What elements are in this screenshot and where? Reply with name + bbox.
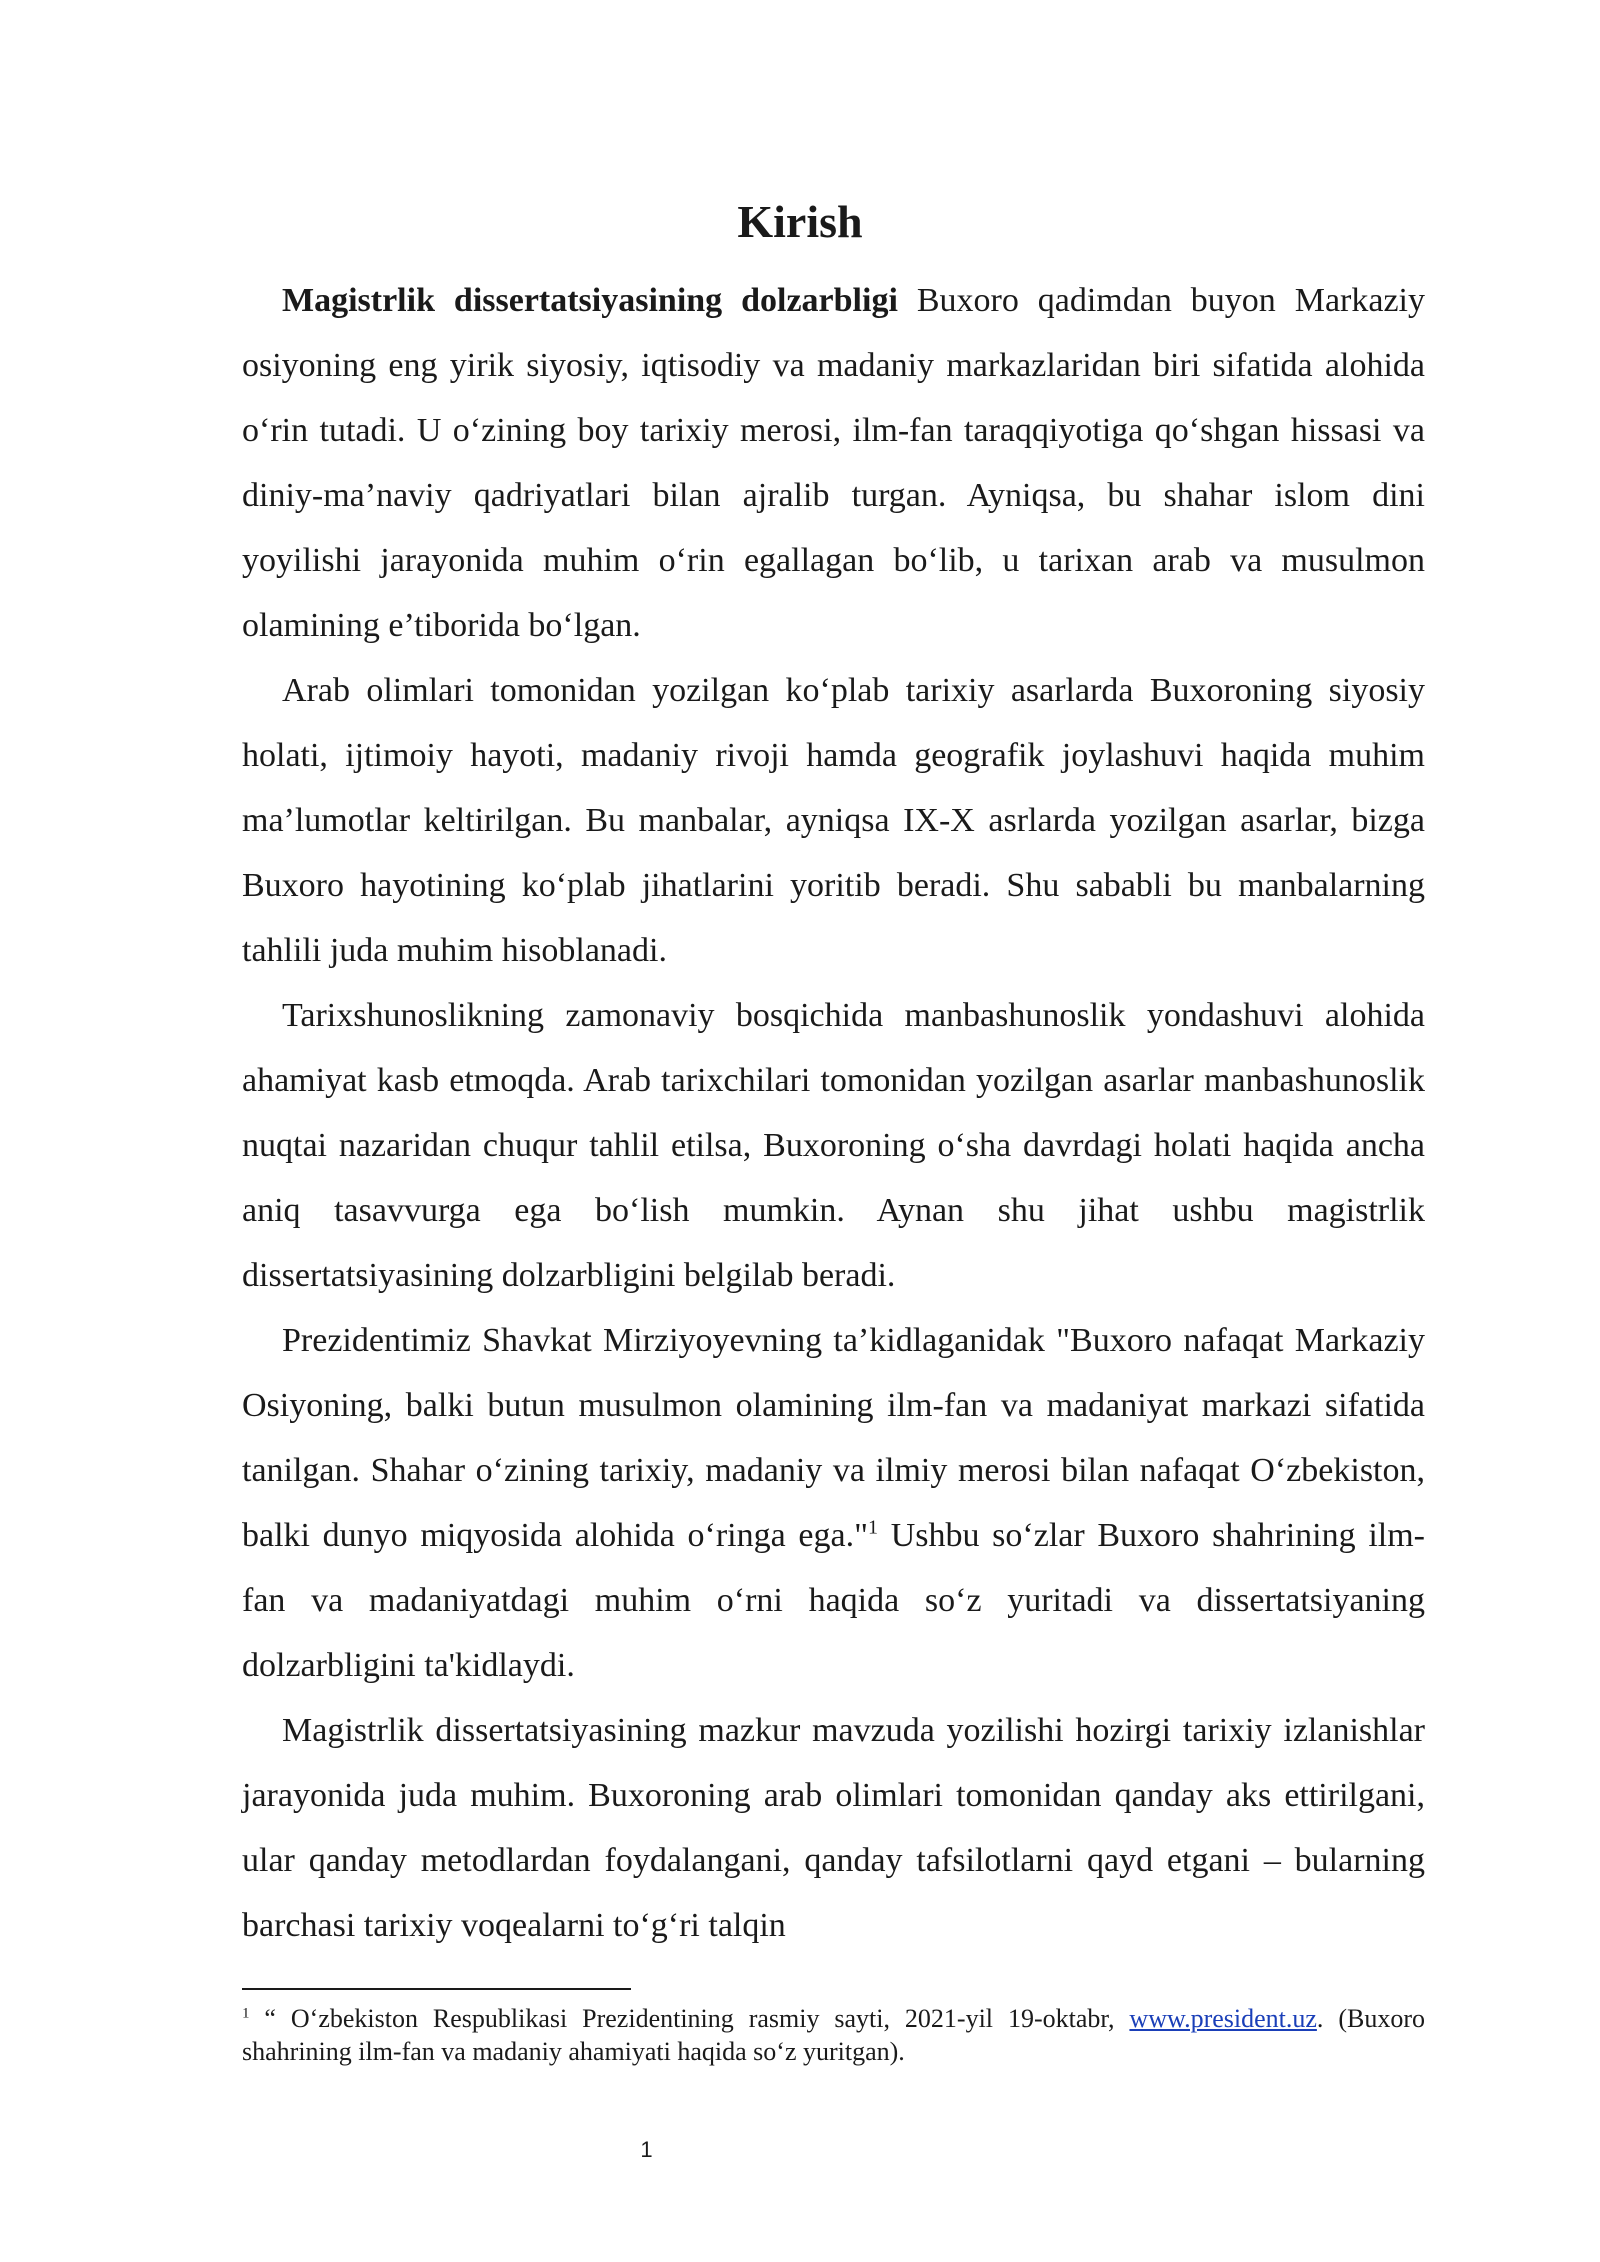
- footnote-marker: 1: [242, 2005, 250, 2022]
- paragraph-text: Buxoro qadimdan buyon Markaziy osiyoning eng yirik siyosiy, iqtisodiy va madaniy markazlaridan biri sifatida alohida o‘rin tutadi. U o‘zining boy tarixiy merosi, ilm-fan taraqqiyotiga qo‘shgan hissasi va diniy-ma’naviy qadriyatlari bilan ajralib turgan. Ayniqsa, bu shahar islom dini yoyilishi jarayonida muhim o‘rin egallagan bo‘lib, u tarixan arab va musulmon olamining e’tiborida bo‘lgan.: [242, 282, 1425, 644]
- footnote: [242, 2002, 1425, 2068]
- paragraph-text: Tarixshunoslikning zamonaviy bosqichida manbashunoslik yondashuvi alohida ahamiyat kasb etmoqda. Arab tarixchilari tomonidan yozilgan asarlar manbashunoslik nuqtai nazaridan chuqur tahlil etilsa, Buxoroning o‘sha davrdagi holati haqida ancha aniq tasavvurga ega bo‘lish mumkin. Aynan shu jihat ushbu magistrlik dissertatsiyasining dolzarbligini belgilab beradi.: [242, 997, 1425, 1294]
- footnote-text: “ O‘zbekiston Respublikasi Prezidentining rasmiy sayti, 2021-yil 19-oktabr,: [249, 2004, 1130, 2033]
- paragraph-importance: [242, 1698, 1425, 1958]
- paragraph-arab-scholars: [242, 658, 1425, 983]
- paragraph-text: Arab olimlari tomonidan yozilgan ko‘plab tarixiy asarlarda Buxoroning siyosiy holati, ijtimoiy hayoti, madaniy rivoji hamda geografik joylashuvi haqida muhim ma’lumotlar keltirilgan. Bu manbalar, ayniqsa IX-X asrlarda yozilgan asarlar, bizga Buxoro hayotining ko‘plab jihatlarini yoritib beradi. Shu sababli bu manbalarning tahlili juda muhim hisoblanadi.: [242, 672, 1425, 969]
- page-title: Kirish: [737, 196, 863, 247]
- page-number: 1: [640, 2137, 653, 2162]
- footnote-link[interactable]: www.president.uz: [1129, 2004, 1317, 2033]
- paragraph-historiography: [242, 983, 1425, 1308]
- paragraph-text: Magistrlik dissertatsiyasining mazkur mavzuda yozilishi hozirgi tarixiy izlanishlar jarayonida juda muhim. Buxoroning arab olimlari tomonidan qanday aks ettirilgani, ular qanday metodlardan foydalangani, qanday tafsilotlarni qayd etgani – bularning barchasi tarixiy voqealarni to‘g‘ri talqin: [242, 1712, 1425, 1944]
- paragraph-president-quote: [242, 1308, 1425, 1698]
- footnote-separator: [242, 1988, 631, 1990]
- footnote-reference[interactable]: 1: [867, 1516, 878, 1539]
- paragraph-text: Prezidentimiz Shavkat Mirziyoyevning ta’kidlaganidak "Buxoro nafaqat Markaziy Osiyoning, balki butun musulmon olamining ilm-fan va madaniyat markazi sifatida tanilgan. Shahar o‘zining tarixiy, madaniy va ilmiy merosi bilan nafaqat O‘zbekiston, balki dunyo miqyosida alohida o‘ringa ega.": [242, 1322, 1425, 1554]
- paragraph-lead-heading: Magistrlik dissertatsiyasining dolzarbligi: [282, 282, 898, 319]
- paragraph-text: Ushbu so‘zlar Buxoro shahrining ilm-fan va madaniyatdagi muhim o‘rni haqida so‘z yuritadi va dissertatsiyaning dolzarbligini ta'kidlaydi.: [242, 1517, 1425, 1684]
- body-text: [242, 268, 1425, 1958]
- footnote-text: . (Buxoro shahrining ilm-fan va madaniy ahamiyati haqida so‘z yuritgan).: [242, 2004, 1425, 2066]
- paragraph-relevance: [242, 268, 1425, 658]
